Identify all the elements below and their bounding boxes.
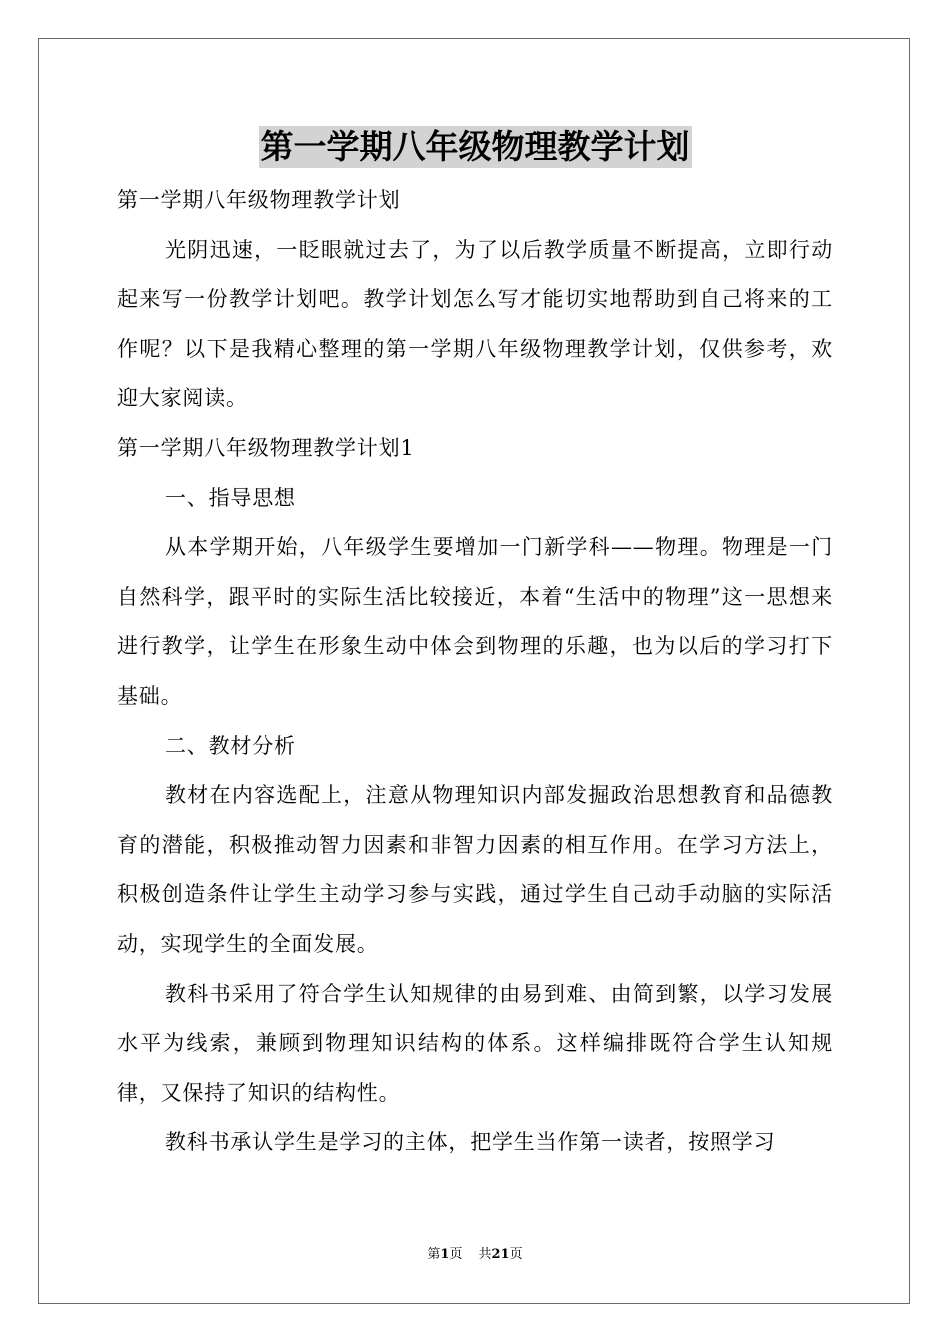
footer-total-suffix: 页 [509, 1247, 523, 1262]
paragraph-guiding-ideology: 从本学期开始，八年级学生要增加一门新学科——物理。物理是一门自然科学，跟平时的实际生活比较接近，本着“生活中的物理”这一思想来进行教学，让学生在形象生动中体会到物理的乐趣，也为以后的学习打下基础。 [117, 535, 833, 708]
footer-total-prefix: 共 [478, 1247, 492, 1262]
paragraph-intro: 光阴迅速，一眨眼就过去了，为了以后教学质量不断提高，立即行动起来写一份教学计划吧。教学计划怎么写才能切实地帮助到自己将来的工作呢？以下是我精心整理的第一学期八年级物理教学计划，仅供参考，欢迎大家阅读。 [117, 237, 833, 411]
document-body [117, 176, 833, 1168]
footer-page-number: 1 [440, 1247, 450, 1262]
heading-textbook-analysis: 二、教材分析 [165, 733, 296, 758]
page-footer [0, 1246, 950, 1264]
paragraph-subtitle: 第一学期八年级物理教学计划 [117, 188, 401, 212]
title-container [0, 126, 950, 168]
paragraph-student-subject: 教科书承认学生是学习的主体，把学生当作第一读者，按照学习 [165, 1130, 776, 1155]
paragraph-textbook-content: 教材在内容选配上，注意从物理知识内部发掘政治思想教育和品德教育的潜能，积极推动智力因素和非智力因素的相互作用。在学习方法上，积极创造条件让学生主动学习参与实践，通过学生自己动手动脑的实际活动，实现学生的全面发展。 [117, 783, 833, 956]
document-title: 第一学期八年级物理教学计划 [260, 127, 690, 166]
footer-page-prefix: 第 [427, 1247, 441, 1262]
paragraph-section-heading: 第一学期八年级物理教学计划1 [117, 435, 415, 460]
heading-guiding-ideology: 一、指导思想 [165, 485, 296, 510]
footer-page-suffix: 页 [449, 1247, 463, 1262]
footer-total-pages: 21 [491, 1247, 510, 1262]
paragraph-textbook-structure: 教科书采用了符合学生认知规律的由易到难、由简到繁，以学习发展水平为线索，兼顾到物理知识结构的体系。这样编排既符合学生认知规律，又保持了知识的结构性。 [117, 981, 833, 1105]
